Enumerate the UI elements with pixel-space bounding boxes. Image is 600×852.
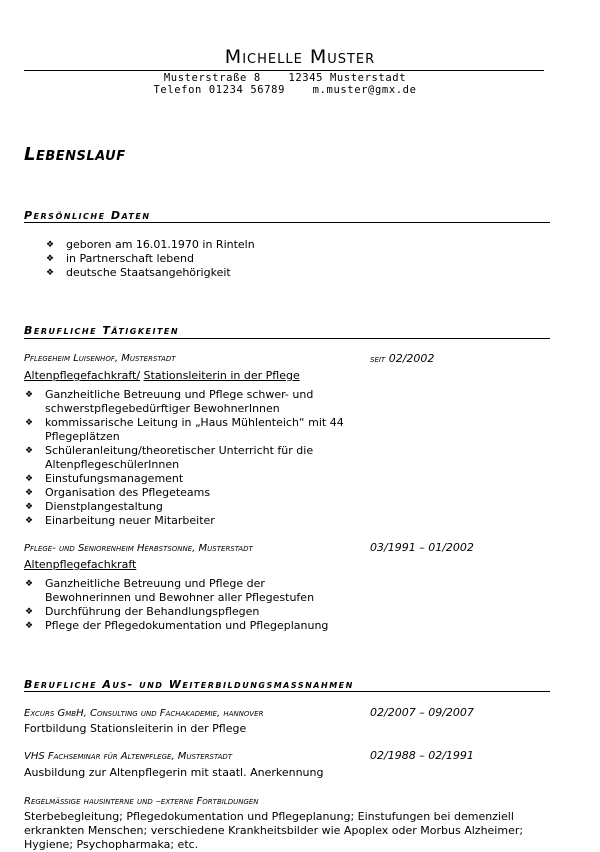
list-item: ❖ Einarbeitung neuer Mitarbeiter (25, 514, 215, 527)
diamond-bullet-icon: ❖ (25, 502, 34, 512)
job-date: 03/1991 – 01/2002 (370, 541, 474, 554)
section-divider-education (24, 691, 550, 692)
list-item: ❖ Ganzheitliche Betreuung und Pflege der Bewohnerinnen und Bewohner aller Pflegestufen (25, 577, 315, 604)
section-divider-personal (24, 222, 550, 223)
diamond-bullet-icon: ❖ (25, 607, 34, 617)
diamond-bullet-icon: ❖ (25, 579, 34, 589)
diamond-bullet-icon: ❖ (25, 390, 34, 400)
contact-line: Telefon 01234 56789 m.muster@gmx.de (153, 84, 417, 96)
header-divider (24, 70, 544, 71)
diamond-bullet-icon: ❖ (25, 516, 34, 526)
diamond-bullet-icon: ❖ (25, 418, 34, 428)
applicant-name: Michelle Muster (224, 46, 376, 68)
list-item: ❖ in Partnerschaft lebend (46, 252, 195, 265)
list-item: ❖ Schüleranleitung/theoretischer Unterricht für die AltenpflegeschülerInnen (25, 444, 314, 471)
job-role: Altenpflegefachkraft (24, 558, 137, 571)
section-heading-career: Berufliche Tätigkeiten (24, 324, 180, 337)
list-item: ❖ deutsche Staatsangehörigkeit (46, 266, 231, 279)
diamond-bullet-icon: ❖ (46, 254, 55, 264)
job-employer: Pflegeheim Luisenhof, Musterstadt (24, 353, 176, 364)
section-heading-education: Berufliche Aus- und Weiterbildungsmassnahmen (24, 678, 354, 691)
list-item: ❖ Organisation des Pflegeteams (25, 486, 211, 499)
education-description: Sterbebegleitung; Pflegedokumentation und Pflegeplanung; Einstufungen bei demenziell erkrankten Menschen; verschiedene Krankheitsbilder wie Apoplex oder Morbus Alzheimer; Hygiene; Psychopharmaka; etc. (24, 810, 524, 851)
job-date: seit 02/2002 (370, 352, 435, 365)
list-item: ❖ Ganzheitliche Betreuung und Pflege schwer- und schwerstpflegebedürftiger BewohnerInnen (25, 388, 314, 415)
diamond-bullet-icon: ❖ (25, 621, 34, 631)
diamond-bullet-icon: ❖ (25, 446, 34, 456)
job-tasks (24, 577, 354, 633)
job-role: Altenpflegefachkraft/ Stationsleiterin in der Pflege (24, 369, 300, 382)
section-divider-career (24, 338, 550, 339)
list-item: ❖ Durchführung der Behandlungspflegen (25, 605, 260, 618)
diamond-bullet-icon: ❖ (25, 488, 34, 498)
job-tasks (24, 388, 364, 528)
education-description: Fortbildung Stationsleiterin in der Pflege (24, 722, 247, 735)
education-institution: VHS Fachseminar für Altenpflege, Musterstadt (24, 751, 233, 762)
list-item: ❖ geboren am 16.01.1970 in Rinteln (46, 238, 255, 251)
education-date: 02/2007 – 09/2007 (370, 706, 474, 719)
diamond-bullet-icon: ❖ (25, 474, 34, 484)
education-description: Ausbildung zur Altenpflegerin mit staatl. Anerkennung (24, 766, 324, 779)
list-item: ❖ Dienstplangestaltung (25, 500, 163, 513)
education-institution: Regelmässige hausinterne und –externe Fortbildungen (24, 796, 259, 807)
education-institution: Excurs GmbH, Consulting und Fachakademie, hannover (24, 708, 264, 719)
diamond-bullet-icon: ❖ (46, 268, 55, 278)
personal-list (45, 238, 445, 280)
list-item: ❖ Einstufungsmanagement (25, 472, 184, 485)
job-employer: Pflege- und Seniorenheim Herbstsonne, Musterstadt (24, 543, 253, 554)
section-heading-personal: Persönliche Daten (24, 209, 151, 222)
address-line: Musterstraße 8 12345 Musterstadt (163, 72, 407, 84)
document-title: Lebenslauf (24, 144, 126, 165)
list-item: ❖ Pflege der Pflegedokumentation und Pflegeplanung (25, 619, 329, 632)
list-item: ❖ kommissarische Leitung in „Haus Mühlenteich“ mit 44 Pflegeplätzen (25, 416, 344, 443)
education-date: 02/1988 – 02/1991 (370, 749, 474, 762)
diamond-bullet-icon: ❖ (46, 240, 55, 250)
